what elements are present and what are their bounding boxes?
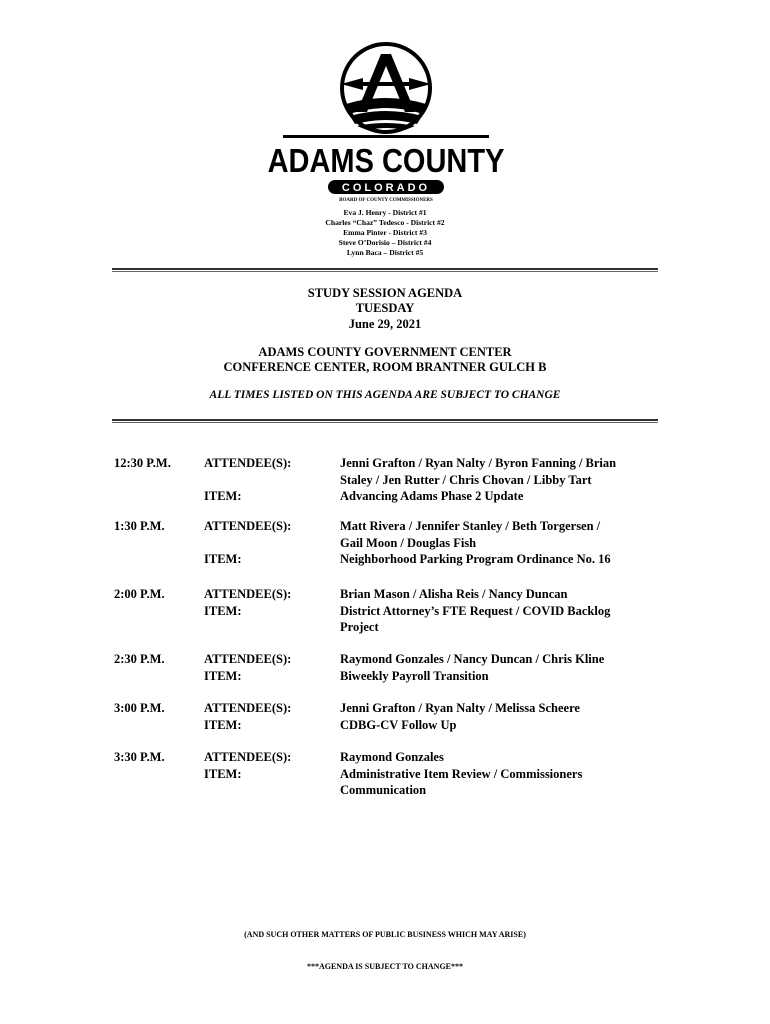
- agenda-title: STUDY SESSION AGENDA: [307, 286, 463, 300]
- attendees-line: Raymond Gonzales: [340, 750, 444, 764]
- item-time: 12:30 P.M.: [114, 456, 171, 470]
- item-details: [340, 651, 660, 684]
- location-line-2: CONFERENCE CENTER, ROOM BRANTNER GULCH B: [223, 360, 547, 374]
- commissioner-5: Lynn Baca – District #5: [346, 248, 424, 257]
- item-title: Neighborhood Parking Program Ordinance No. 16: [340, 552, 611, 566]
- attendees-line: Gail Moon / Douglas Fish: [340, 535, 477, 550]
- agenda-item: [114, 700, 674, 735]
- footer-public-business: (AND SUCH OTHER MATTERS OF PUBLIC BUSINESS WHICH MAY ARISE): [244, 930, 526, 939]
- attendees-line: Matt Rivera / Jennifer Stanley / Beth Torgersen /: [340, 519, 601, 533]
- divider-middle: [112, 419, 658, 423]
- item-label: ITEM:: [204, 489, 242, 503]
- item-details: [340, 455, 660, 505]
- item-time: 2:30 P.M.: [114, 652, 165, 666]
- divider-top: [112, 268, 658, 272]
- agenda-item: [114, 749, 674, 801]
- agenda-item: [114, 455, 674, 507]
- item-title: Advancing Adams Phase 2 Update: [340, 489, 524, 503]
- item-label: ITEM:: [204, 717, 242, 732]
- board-caption: BOARD OF COUNTY COMMISSIONERS: [339, 198, 433, 203]
- item-label: ITEM:: [204, 603, 242, 618]
- item-title: Project: [340, 620, 379, 634]
- item-title: District Attorney’s FTE Request / COVID Backlog: [340, 603, 611, 618]
- commissioner-4: Steve O’Dorisio – District #4: [338, 238, 432, 247]
- attendees-line: Jenni Grafton / Ryan Nalty / Byron Fanning / Brian: [340, 456, 617, 470]
- agenda-item: [114, 518, 674, 570]
- item-label: ITEM:: [204, 668, 242, 683]
- attendees-label: ATTENDEE(S):: [204, 587, 292, 601]
- attendees-line: Brian Mason / Alisha Reis / Nancy Duncan: [340, 587, 568, 601]
- commissioner-1: Eva J. Henry - District #1: [343, 208, 427, 217]
- schedule-notice: ALL TIMES LISTED ON THIS AGENDA ARE SUBJECT TO CHANGE: [209, 389, 561, 401]
- item-title: CDBG-CV Follow Up: [340, 717, 457, 732]
- item-title: Biweekly Payroll Transition: [340, 668, 489, 683]
- state-wordmark: COLORADO: [341, 182, 431, 194]
- item-details: [340, 749, 660, 799]
- location-line-1: ADAMS COUNTY GOVERNMENT CENTER: [258, 345, 512, 359]
- attendees-label: ATTENDEE(S):: [204, 519, 292, 533]
- attendees-line: Raymond Gonzales / Nancy Duncan / Chris Kline: [340, 652, 605, 666]
- agenda-day: TUESDAY: [355, 301, 415, 315]
- commissioner-2: Charles “Chaz” Tedesco - District #2: [325, 218, 445, 227]
- adams-county-logo: [267, 42, 505, 203]
- item-details: [340, 518, 660, 568]
- agenda-item: [114, 586, 674, 638]
- commissioner-3: Emma Pinter - District #3: [343, 228, 427, 237]
- item-time: 1:30 P.M.: [114, 519, 165, 533]
- attendees-label: ATTENDEE(S):: [204, 652, 292, 666]
- attendees-line: Staley / Jen Rutter / Chris Chovan / Libby Tart: [340, 472, 592, 487]
- item-time: 3:30 P.M.: [114, 750, 165, 764]
- item-label: ITEM:: [204, 766, 242, 781]
- item-time: 3:00 P.M.: [114, 701, 165, 715]
- attendees-label: ATTENDEE(S):: [204, 750, 292, 764]
- agenda-date: June 29, 2021: [348, 317, 422, 331]
- item-title: Administrative Item Review / Commissioners: [340, 766, 583, 781]
- item-time: 2:00 P.M.: [114, 587, 165, 601]
- attendees-label: ATTENDEE(S):: [204, 701, 292, 715]
- item-details: [340, 586, 660, 636]
- agenda-item: [114, 651, 674, 686]
- attendees-line: Jenni Grafton / Ryan Nalty / Melissa Scheere: [340, 701, 580, 715]
- item-details: [340, 700, 660, 733]
- item-label: ITEM:: [204, 552, 242, 566]
- county-wordmark: ADAMS COUNTY: [267, 142, 505, 180]
- attendees-label: ATTENDEE(S):: [204, 456, 292, 470]
- item-title: Communication: [340, 783, 427, 797]
- footer-subject-to-change: ***AGENDA IS SUBJECT TO CHANGE***: [306, 962, 464, 971]
- commissioner-list: [0, 208, 770, 258]
